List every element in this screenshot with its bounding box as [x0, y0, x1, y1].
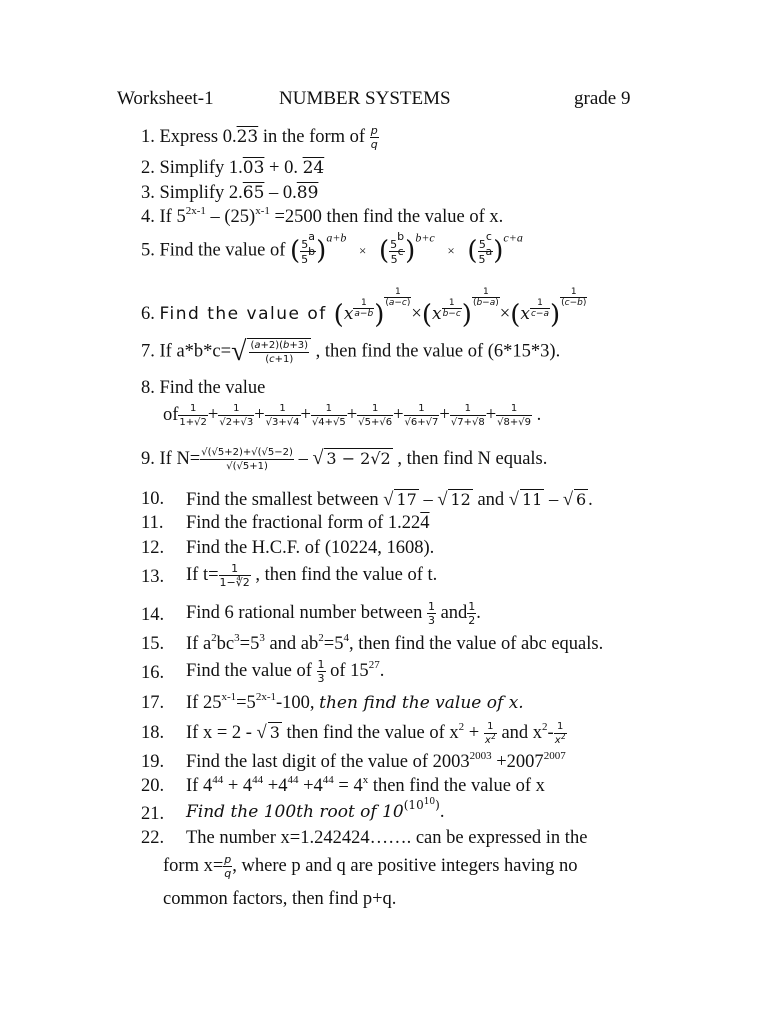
- question-21-number: 21.: [141, 804, 165, 824]
- question-20: If $4^{44} + 4^{44} +4^{44} +4^{44} = 4^x$ then find the value of x: [186, 774, 545, 796]
- question-5: 5. Find the value of ( $\frac{5^a}{5^b}$ )$^{a+b}$ × ( $\frac{5^b}{5^c}$ )$^{b+c}$ × ( $\frac{5^c}{5^a}$ )$^{c+a}$: [141, 229, 523, 266]
- question-20-number: 20.: [141, 776, 165, 796]
- question-12-number: 12.: [141, 538, 165, 558]
- question-11-number: 11.: [141, 513, 164, 533]
- question-8-expression: of $\frac{1}{1+√2}$ + $\frac{1}{√2+√3}$ + $\frac{1}{√3+√4}$ + $\frac{1}{√4+√5}$ + $\frac{1}{√5+√6}$ + $\frac{1}{√6+√7}$ + $\frac{1}{√7+√8}$ + $\frac{1}{√8+√9}$ .: [163, 403, 542, 428]
- question-6: 6. Find the value of (x $^{\frac{1}{a-b}}$ ) $^{\frac{1}{(a-c)}}$ ×(x $^{\frac{1}{b-c}}$ ) $^{\frac{1}{(b-a)}}$ ×(x $^{\frac{1}{c-a}}$ ) $^{\frac{1}{(c-b)}}$: [141, 287, 587, 330]
- page-title: NUMBER SYSTEMS: [279, 88, 451, 109]
- question-21: Find the 100th root of $10^{(10^{10})}$.: [186, 797, 445, 822]
- question-7: 7. If a*b*c=√ $\frac{(a+2)(b+3)}{(c+1)}$ , then find the value of (6*15*3).: [141, 336, 561, 367]
- question-15-number: 15.: [141, 634, 165, 654]
- question-19-number: 19.: [141, 752, 165, 772]
- question-13: If t= $\frac{1}{1-∜2}$ , then find the value of t.: [186, 562, 438, 589]
- question-16: Find the value of $\frac{1}{3}$ of $15^{27}$.: [186, 658, 385, 685]
- question-14: Find 6 rational number between $\frac{1}{3}$ and $\frac{1}{2}$ .: [186, 600, 481, 627]
- question-4: 4. If $5^{2x-1} - (25)^{x-1} =2500$ then find the value of x.: [141, 205, 504, 227]
- question-15: If $a^2bc^3=5^3$ and $ab^2=5^4$, then find the value of abc equals.: [186, 632, 604, 654]
- question-17: If $25^{x-1}=5^{2x-1}-100$, then find the value of x.: [186, 691, 524, 713]
- question-17-number: 17.: [141, 693, 165, 713]
- grade-label: grade 9: [574, 88, 631, 109]
- question-22: The number x=1.242424……. can be expressed in the: [186, 828, 588, 848]
- question-8: 8. Find the value: [141, 378, 266, 398]
- question-22-line-2: form x= $\frac{p}{q}$ , where p and q are positive integers having no: [163, 853, 578, 880]
- question-22-line-3: common factors, then find p+q.: [163, 889, 397, 909]
- question-13-number: 13.: [141, 567, 165, 587]
- worksheet-label: Worksheet-1: [117, 88, 214, 109]
- question-10: Find the smallest between √ 17 – √ 12 and √ 11 – √ 6 .: [186, 490, 593, 510]
- question-14-number: 14.: [141, 605, 165, 625]
- question-12: Find the H.C.F. of (10224, 1608).: [186, 538, 435, 558]
- question-22-number: 22.: [141, 828, 165, 848]
- question-16-number: 16.: [141, 663, 165, 683]
- question-1: 1. Express 0.23 in the form of $\frac{p}{q}$: [141, 124, 378, 151]
- question-3: 3. Simplify 2.65 – 0.89: [141, 183, 319, 203]
- question-9: 9. If N= $\frac{√(√5+2)+√(√5-2)}{√(√5+1)}$ – √ 3 − 2√2 , then find N equals.: [141, 446, 548, 472]
- question-2: 2. Simplify 1.03 + 0. 24: [141, 158, 325, 178]
- question-10-number: 10.: [141, 489, 165, 509]
- question-19: Find the last digit of the value of $2003^{2003} +2007^{2007}$: [186, 750, 566, 772]
- question-11: Find the fractional form of 1.224: [186, 513, 430, 533]
- question-18-number: 18.: [141, 723, 165, 743]
- question-18: If x = 2 - √ 3 then find the value of $x^2$ + $\frac{1}{x^2}$ and $x^2-$ $\frac{1}{x^2}$: [186, 720, 566, 746]
